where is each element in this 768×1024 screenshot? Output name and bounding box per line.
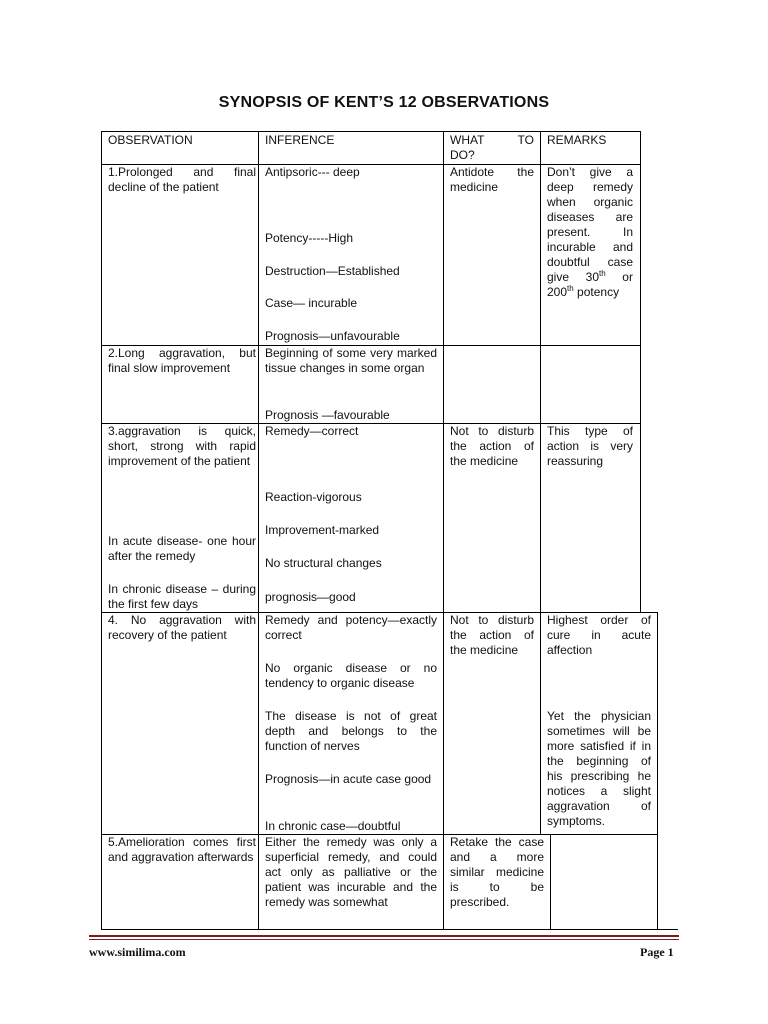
row2-observation: 2.Long aggravation, but final slow improvement xyxy=(108,346,256,375)
row4-inference-5: In chronic case—doubtful xyxy=(265,819,401,833)
row3-observation-2: In acute disease- one hour after the remedy xyxy=(108,534,256,563)
header-inference: INFERENCE xyxy=(265,133,335,147)
row4-inference-2: No organic disease or no tendency to organic disease xyxy=(265,661,437,690)
row5-what: Retake the case and a more similar medicine is to be prescribed. xyxy=(450,835,544,909)
row4-remarks-1: Highest order of cure in acute affection xyxy=(547,613,651,657)
row4-remarks-2: Yet the physician sometimes will be more satisfied if in the beginning of his prescribing he notices a slight aggravation of symptoms. xyxy=(547,709,651,828)
row1-observation: 1.Prolonged and final decline of the patient xyxy=(108,165,256,194)
row3-inference-4: No structural changes xyxy=(265,556,382,570)
row3-observation-1: 3.aggravation is quick, short, strong with rapid improvement of the patient xyxy=(108,424,256,468)
header-observation: OBSERVATION xyxy=(108,133,193,147)
row3-inference-1: Remedy—correct xyxy=(265,424,359,438)
row3-inference-3: Improvement-marked xyxy=(265,523,380,537)
row1-remarks: Don’t give a deep remedy when organic diseases are present. In incurable and doubtful case give 30th or 200th potency xyxy=(547,165,633,299)
row5-inference: Either the remedy was only a superficial remedy, and could act only as palliative or the patient was incurable and the remedy was somewhat xyxy=(265,835,437,909)
page-title: SYNOPSIS OF KENT’S 12 OBSERVATIONS xyxy=(218,94,550,111)
row4-inference-3: The disease is not of great depth and belongs to the function of nerves xyxy=(265,709,437,753)
row2-inference-2: Prognosis —favourable xyxy=(265,408,390,422)
row1-inference-5: Prognosis—unfavourable xyxy=(265,329,400,343)
row4-inference-4: Prognosis—in acute case good xyxy=(265,772,432,786)
footer-page-number: Page 1 xyxy=(640,945,674,959)
header-what-to-do: WHAT TO DO? xyxy=(450,133,534,162)
footer-rule-top xyxy=(89,935,679,937)
header-remarks: REMARKS xyxy=(547,133,607,147)
row3-remarks: This type of action is very reassuring xyxy=(547,424,633,468)
row1-inference-4: Case— incurable xyxy=(265,296,358,310)
row5-observation: 5.Amelioration comes first and aggravation afterwards xyxy=(108,835,256,864)
row3-inference-5: prognosis—good xyxy=(265,590,356,604)
row3-what: Not to disturb the action of the medicine xyxy=(450,424,534,468)
row2-inference-1: Beginning of some very marked tissue changes in some organ xyxy=(265,346,437,375)
row1-inference-2: Potency-----High xyxy=(265,231,354,245)
row4-inference-1: Remedy and potency—exactly correct xyxy=(265,613,437,642)
row3-observation-3: In chronic disease – during the first few days xyxy=(108,582,256,611)
footer-rule-bottom xyxy=(89,939,679,940)
footer-website-link[interactable]: www.similima.com xyxy=(89,945,186,959)
row4-what: Not to disturb the action of the medicine xyxy=(450,613,534,657)
row1-what: Antidote the medicine xyxy=(450,165,534,194)
row1-inference-1: Antipsoric--- deep xyxy=(265,165,360,179)
row3-inference-2: Reaction-vigorous xyxy=(265,490,362,504)
row1-inference-3: Destruction—Established xyxy=(265,264,400,278)
row4-observation: 4. No aggravation with recovery of the patient xyxy=(108,613,256,642)
